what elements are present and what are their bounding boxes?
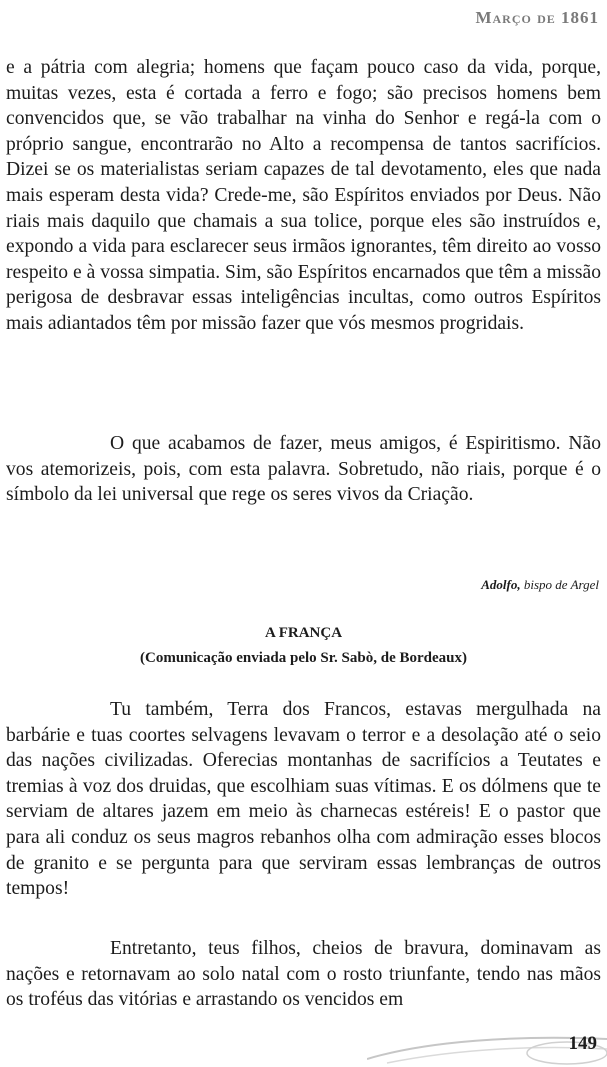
signature-title: bispo de Argel <box>523 577 599 592</box>
signature <box>481 577 599 593</box>
paragraph-1: e a pátria com alegria; homens que façam pouco caso da vida, porque, muitas vezes, esta é cortada a ferro e fogo; são precisos homens bem convencidos que, se vão trabalhar na vinha do Senhor e regá-la com o próprio sangue, encontrarão no Alto a recompensa de tantos sacrifícios. Dizei se os materialistas seriam capazes de tal devotamento, eles que nada mais esperam desta vida? Crede-me, são Espíritos enviados por Deus. Não riais mais daquilo que chamais a sua tolice, porque eles são instruídos e, expondo a vida para esclarecer seus irmãos ignorantes, têm direito ao vosso respeito e à vossa simpatia. Sim, são Espíritos encarnados que têm a missão perigosa de desbravar essas inteligências incultas, como outros Espíritos mais adiantados têm por missão fazer que vós mesmos progridais. <box>6 57 601 334</box>
section-subtitle: (Comunicação enviada pelo Sr. Sabò, de Bordeaux) <box>140 650 467 666</box>
page-number: 149 <box>568 1033 597 1054</box>
running-header: Março de 1861 <box>475 8 599 27</box>
section-title: A FRANÇA <box>264 625 343 641</box>
paragraph-4: Entretanto, teus filhos, cheios de bravura, dominavam as nações e retornavam ao solo natal com o rosto triunfante, tendo nas mãos os troféus das vitórias e arrastando os vencidos em <box>6 938 601 1011</box>
signature-name: Adolfo, <box>481 577 521 592</box>
paragraph-2: O que acabamos de fazer, meus amigos, é Espiritismo. Não vos atemorizeis, pois, com esta palavra. Sobretudo, não riais, porque é o símbolo da lei universal que rege os seres vivos da Criação. <box>6 433 601 506</box>
paragraph-3: Tu também, Terra dos Francos, estavas mergulhada na barbárie e tuas coortes selvagens levavam o terror e a desolação até o seio das nações civilizadas. Oferecias montanhas de sacrifícios a Teutates e tremias à voz dos druidas, que escolhiam suas vítimas. E os dólmens que te serviam de altares jazem em meio às charnecas estéreis! E o pastor que para ali conduz os seus magros rebanhos olha com admiração esses blocos de granito e se pergunta para que serviram essas lembranças de outros tempos! <box>6 699 601 900</box>
